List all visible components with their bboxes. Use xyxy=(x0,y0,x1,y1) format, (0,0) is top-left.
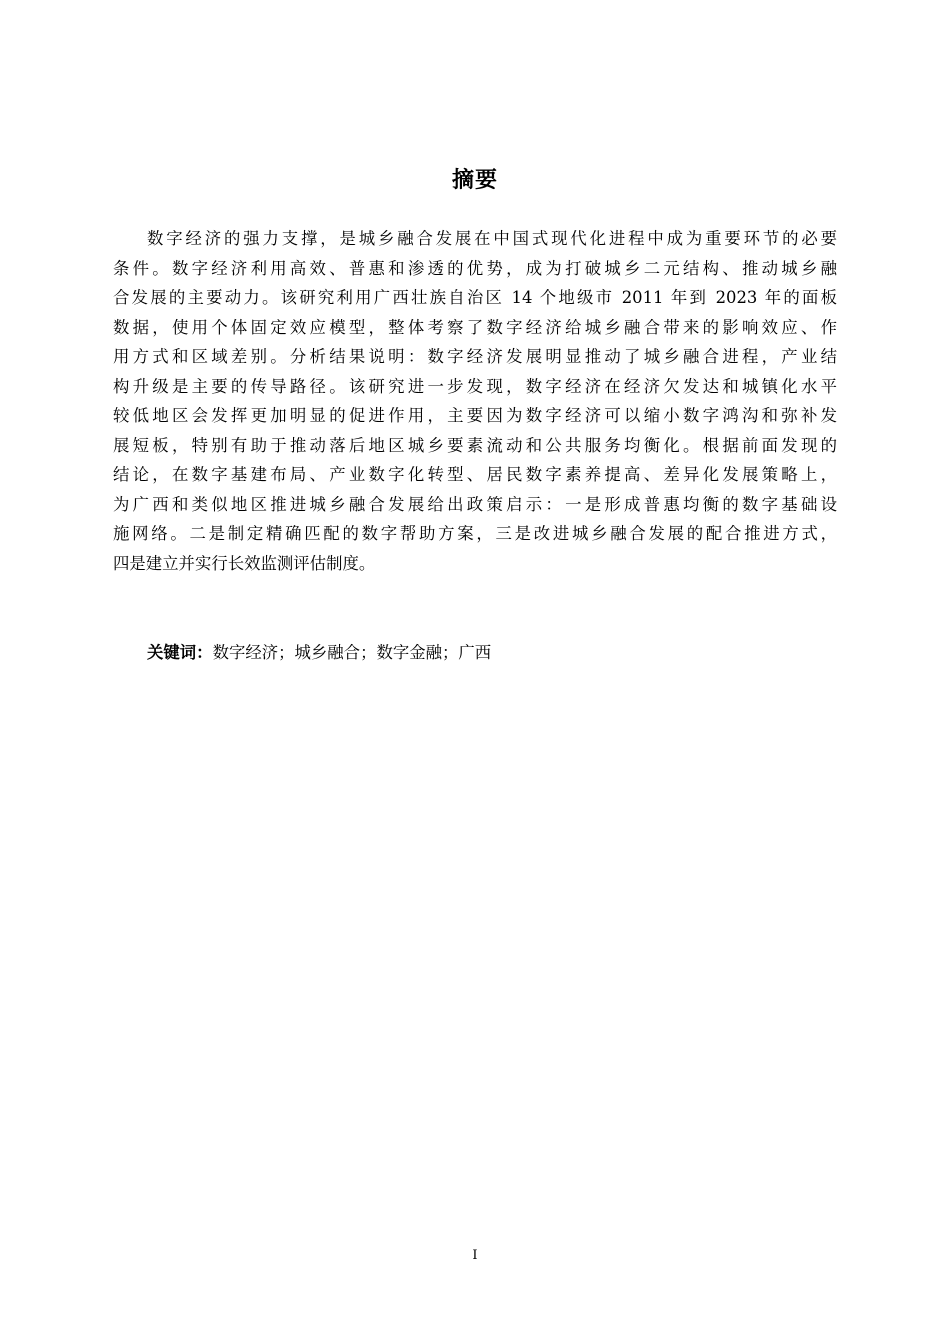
abstract-line: 数据，使用个体固定效应模型，整体考察了数字经济给城乡融合带来的影响效应、作 xyxy=(113,317,837,337)
abstract-line: 较低地区会发挥更加明显的促进作用，主要因为数字经济可以缩小数字鸿沟和弥补发 xyxy=(113,406,837,425)
abstract-body xyxy=(113,224,837,578)
page-number: I xyxy=(472,1248,478,1263)
keywords-line xyxy=(147,640,491,666)
abstract-line: 四是建立并实行长效监测评估制度。 xyxy=(113,553,376,573)
abstract-line: 为广西和类似地区推进城乡融合发展给出政策启示：一是形成普惠均衡的数字基础设 xyxy=(113,494,837,514)
abstract-line: 合发展的主要动力。该研究利用广西壮族自治区 14 个地级市 2011 年到 2023 年的面板 xyxy=(113,288,837,307)
abstract-line: 条件。数字经济利用高效、普惠和渗透的优势，成为打破城乡二元结构、推动城乡融 xyxy=(113,258,837,278)
abstract-line: 数字经济的强力支撑，是城乡融合发展在中国式现代化进程中成为重要环节的必要 xyxy=(147,229,837,248)
abstract-line: 结论，在数字基建布局、产业数字化转型、居民数字素养提高、差异化发展策略上， xyxy=(113,465,837,484)
abstract-line: 展短板，特别有助于推动落后地区城乡要素流动和公共服务均衡化。根据前面发现的 xyxy=(113,435,837,455)
abstract-line: 施网络。二是制定精确匹配的数字帮助方案，三是改进城乡融合发展的配合推进方式， xyxy=(113,524,837,543)
abstract-line: 用方式和区域差别。分析结果说明：数字经济发展明显推动了城乡融合进程，产业结 xyxy=(113,347,837,366)
keywords-value: 数字经济；城乡融合；数字金融；广西 xyxy=(212,643,492,662)
abstract-heading: 摘要 xyxy=(451,168,498,193)
keywords-label: 关键词： xyxy=(147,643,213,662)
abstract-line: 构升级是主要的传导路径。该研究进一步发现，数字经济在经济欠发达和城镇化水平 xyxy=(113,376,837,396)
